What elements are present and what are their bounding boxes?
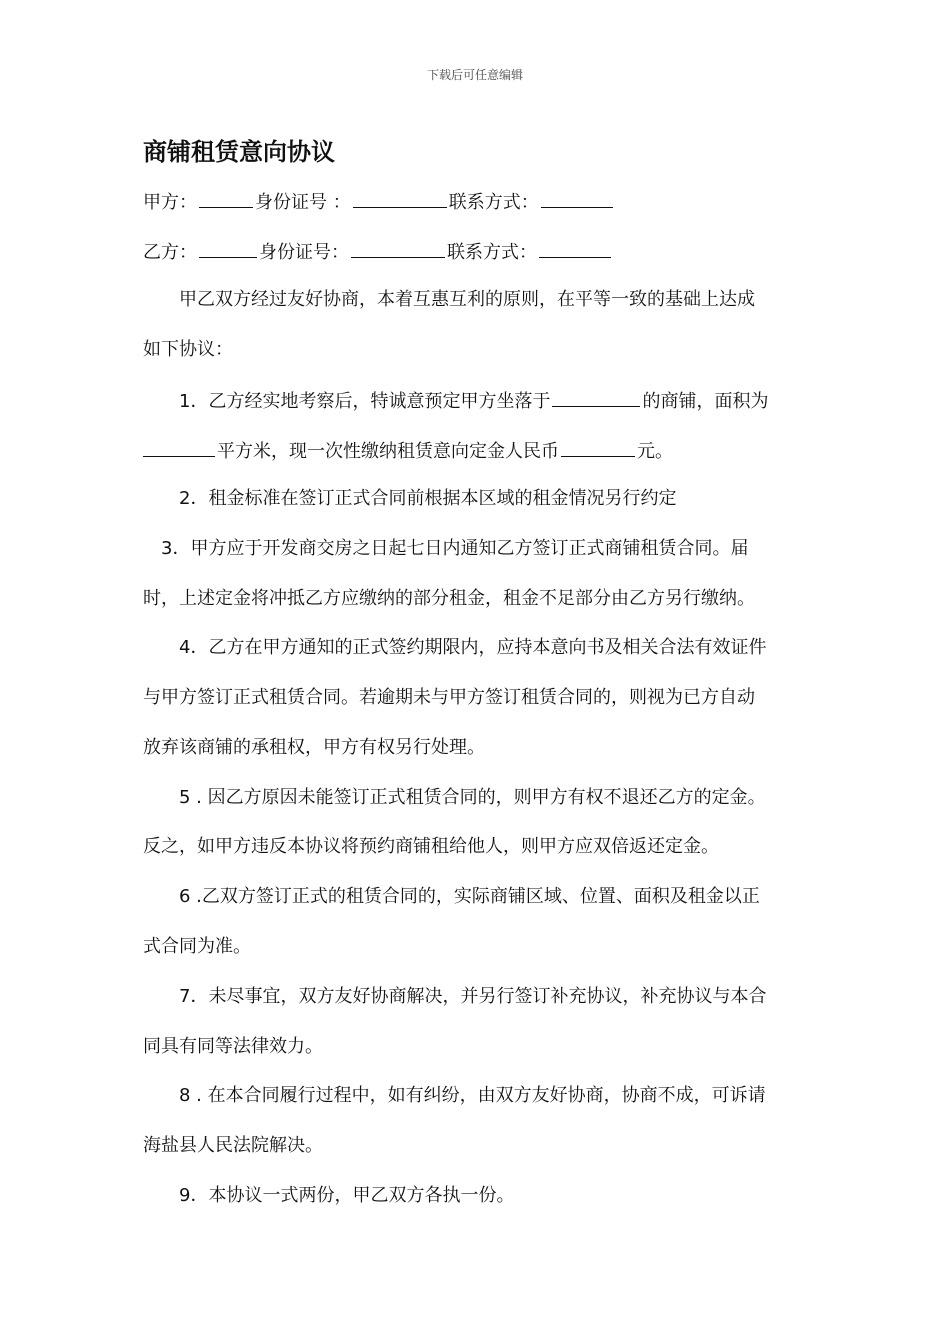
clause-1-text-d: 元。 xyxy=(637,441,673,462)
clause-1-text-b: 的商铺，面积为 xyxy=(642,391,769,412)
party-b-id-blank xyxy=(351,237,445,258)
clause-1-line-1 xyxy=(143,386,813,415)
clause-6-line-1: 6 .乙双方签订正式的租赁合同的，实际商铺区域、位置、面积及租金以正 xyxy=(143,886,760,907)
clause-1-text-c: 平方米，现一次性缴纳租赁意向定金人民币 xyxy=(217,441,559,462)
clause-1-line-2 xyxy=(143,436,813,465)
party-a-id-blank xyxy=(353,187,447,208)
intro-line-2: 如下协议： xyxy=(143,339,233,360)
party-b-line xyxy=(143,237,813,266)
area-blank xyxy=(143,436,215,457)
clause-7-line-2: 同具有同等法律效力。 xyxy=(143,1036,323,1057)
intro-line-1: 甲乙双方经过友好协商，本着互惠互利的原则，在平等一致的基础上达成 xyxy=(143,289,755,310)
header-note: 下载后可任意编辑 xyxy=(426,68,523,82)
clause-5-line-2: 反之，如甲方违反本协议将预约商铺租给他人，则甲方应双倍返还定金。 xyxy=(143,836,719,857)
clause-7-line-1: 7．未尽事宜，双方友好协商解决，并另行签订补充协议，补充协议与本合 xyxy=(143,986,767,1007)
party-a-name-blank xyxy=(199,187,253,208)
clause-4-line-3: 放弃该商铺的承租权，甲方有权另行处理。 xyxy=(143,737,485,758)
party-b-name-blank xyxy=(199,237,257,258)
clause-6-line-2: 式合同为准。 xyxy=(143,936,251,957)
party-b-id-label: 身份证号： xyxy=(259,242,349,263)
clause-3-line-2: 时，上述定金将冲抵乙方应缴纳的部分租金，租金不足部分由乙方另行缴纳。 xyxy=(143,588,755,609)
clause-8-line-2: 海盐县人民法院解决。 xyxy=(143,1135,323,1156)
party-a-line xyxy=(143,187,813,216)
clause-8-line-1: 8 . 在本合同履行过程中，如有纠纷，由双方友好协商，协商不成，可诉请 xyxy=(143,1085,766,1106)
party-a-label: 甲方： xyxy=(143,192,197,213)
party-b-contact-label: 联系方式： xyxy=(447,242,537,263)
clause-2: 2．租金标准在签订正式合同前根据本区域的租金情况另行约定 xyxy=(143,488,677,509)
party-a-contact-label: 联系方式： xyxy=(448,192,539,213)
party-a-contact-blank xyxy=(541,187,613,208)
clause-1-text-a: 1．乙方经实地考察后，特诚意预定甲方坐落于 xyxy=(143,391,551,412)
party-a-id-label: 身份证号 ： xyxy=(255,192,351,213)
location-blank xyxy=(552,386,640,407)
clause-5-line-1: 5 . 因乙方原因未能签订正式租赁合同的，则甲方有权不退还乙方的定金。 xyxy=(143,787,766,808)
clause-4-line-2: 与甲方签订正式租赁合同。若逾期未与甲方签订租赁合同的，则视为已方自动 xyxy=(143,687,755,708)
clause-3-line-1: 3．甲方应于开发商交房之日起七日内通知乙方签订正式商铺租赁合同。届 xyxy=(143,538,749,559)
clause-4-line-1: 4．乙方在甲方通知的正式签约期限内，应持本意向书及相关合法有效证件 xyxy=(143,637,767,658)
page-title: 商铺租赁意向协议 xyxy=(143,138,335,166)
party-b-label: 乙方： xyxy=(143,242,197,263)
deposit-blank xyxy=(561,436,635,457)
clause-9: 9．本协议一式两份，甲乙双方各执一份。 xyxy=(143,1185,515,1206)
party-b-contact-blank xyxy=(539,237,611,258)
